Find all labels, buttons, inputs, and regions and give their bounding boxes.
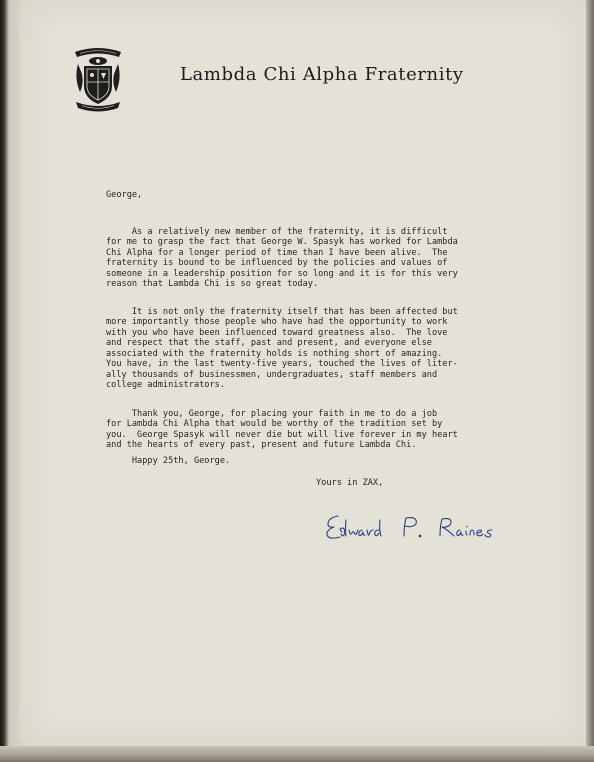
text-line: college administrators.	[106, 380, 225, 391]
letterhead-title: Lambda Chi Alpha Fraternity	[180, 64, 464, 85]
text-line: you. George Spasyk will never die but will live forever in my heart	[106, 429, 458, 440]
letter-paragraph-1	[106, 216, 458, 290]
text-line: and respect that the staff, past and present, and everyone else	[106, 338, 432, 349]
text-line: You have, in the last twenty-five years, touched the lives of liter-	[106, 359, 458, 370]
letter-paragraph-3	[106, 398, 458, 451]
fraternity-crest-icon	[72, 44, 124, 116]
text-line: more importantly those people who have had the opportunity to work	[106, 317, 448, 328]
text-line: reason that Lambda Chi is so great today.	[106, 279, 319, 290]
text-line: As a relatively new member of the fraternity, it is difficult	[106, 226, 448, 237]
text-line: someone in a leadership position for so long and it is for this very	[106, 268, 458, 279]
letter-paragraph-2	[106, 296, 458, 391]
handwritten-signature	[322, 506, 498, 546]
text-line: ally thousands of businessmen, undergraduates, staff members and	[106, 369, 438, 380]
text-line: It is not only the fraternity itself that has been affected but	[106, 306, 458, 317]
text-line: Thank you, George, for placing your faith in me to do a job	[106, 408, 438, 419]
letter-closing: Yours in ZAX,	[316, 478, 384, 488]
text-line: associated with the fraternity holds is nothing short of amazing.	[106, 348, 443, 359]
page-bottom-edge	[0, 746, 594, 762]
text-line: and the hearts of every past, present and future Lambda Chi.	[106, 440, 417, 451]
text-line: for me to grasp the fact that George W. Spasyk has worked for Lambda	[106, 237, 458, 248]
text-line: for Lambda Chi Alpha that would be worthy of the tradition set by	[106, 419, 443, 430]
text-line: with you who have been influenced toward greatness also. The love	[106, 327, 448, 338]
letter-paragraph-4: Happy 25th, George.	[106, 456, 231, 466]
text-line: Chi Alpha for a longer period of time than I have been alive. The	[106, 247, 448, 258]
text-line: fraternity is bound to be influenced by the policies and values of	[106, 258, 448, 269]
letter-salutation: George,	[106, 190, 143, 200]
